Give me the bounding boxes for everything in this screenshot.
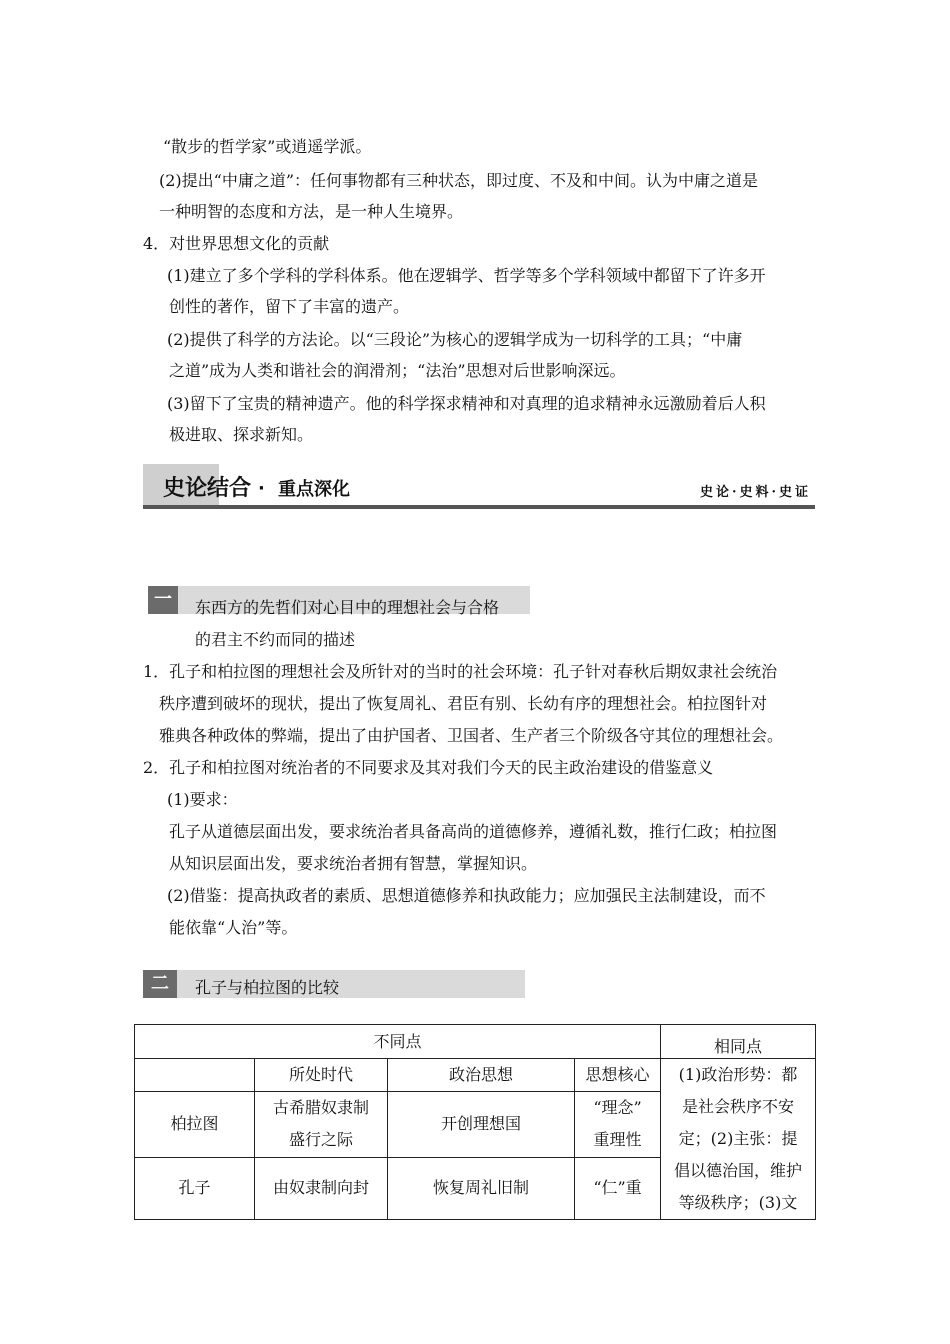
item-heading: 4．对世界思想文化的贡献 xyxy=(143,234,330,253)
banner-subtitle: 重点深化 xyxy=(278,479,350,500)
row-name: 柏拉图 xyxy=(135,1092,255,1157)
col-header-politics: 政治思想 xyxy=(388,1059,575,1092)
text-line: (2)借鉴：提高执政者的素质、思想道德修养和执政能力；应加强民主法制建设，而不 xyxy=(167,886,766,905)
col-header-core: 思想核心 xyxy=(575,1059,661,1092)
subsection-title-line: 东西方的先哲们对心目中的理想社会与合格 xyxy=(195,598,500,617)
text-line: 一种明智的态度和方法，是一种人生境界。 xyxy=(159,202,464,221)
row-name: 孔子 xyxy=(135,1157,255,1219)
text-line: (1)建立了多个学科的学科体系。他在逻辑学、哲学等多个学科领域中都留下了许多开 xyxy=(167,266,766,285)
core-cell xyxy=(575,1092,661,1157)
item-heading: 2．孔子和柏拉图对统治者的不同要求及其对我们今天的民主政治建设的借鉴意义 xyxy=(143,758,714,777)
banner-rule xyxy=(143,505,815,509)
corner-cell xyxy=(135,1059,255,1092)
text-line: 极进取、探求新知。 xyxy=(169,425,314,444)
banner-dot: · xyxy=(258,478,265,499)
era-cell: 由奴隶制向封 xyxy=(255,1157,388,1219)
section-banner xyxy=(143,464,815,509)
banner-title: 史论结合 xyxy=(163,476,252,501)
same-line: (1)政治形势：都 xyxy=(678,1065,798,1084)
text-line: 秩序遭到破坏的现状，提出了恢复周礼、君臣有别、长幼有序的理想社会。柏拉图针对 xyxy=(159,694,768,713)
diff-header: 不同点 xyxy=(135,1025,661,1059)
text-line: (2)提出“中庸之道”：任何事物都有三种状态，即过度、不及和中间。认为中庸之道是 xyxy=(159,171,759,190)
text-line: (2)提供了科学的方法论。以“三段论”为核心的逻辑学成为一切科学的工具；“中庸 xyxy=(167,330,743,349)
cell-line: “理念” xyxy=(593,1098,642,1118)
same-line: 倡以德治国，维护 xyxy=(673,1161,802,1180)
politics-cell: 开创理想国 xyxy=(388,1092,575,1157)
text-line: “散步的哲学家”或逍遥学派。 xyxy=(163,137,372,156)
text-line: 孔子从道德层面出发，要求统治者具备高尚的道德修养，遵循礼数，推行仁政；柏拉图 xyxy=(169,822,778,841)
text-line: 之道”成为人类和谐社会的润滑剂；“法治”思想对后世影响深远。 xyxy=(169,361,626,380)
cell-line: 古希腊奴隶制 xyxy=(272,1098,369,1118)
subsection-number: 二 xyxy=(143,970,177,998)
same-line: 是社会秩序不安 xyxy=(681,1097,794,1116)
subsection-title-line: 的君主不约而同的描述 xyxy=(195,630,356,649)
core-cell: “仁”重 xyxy=(575,1157,661,1219)
text-line: 雅典各种政体的弊端，提出了由护国者、卫国者、生产者三个阶级各守其位的理想社会。 xyxy=(159,726,784,745)
same-line: 等级秩序；(3)文 xyxy=(678,1193,798,1212)
politics-cell: 恢复周礼旧制 xyxy=(388,1157,575,1219)
col-header-era: 所处时代 xyxy=(255,1059,388,1092)
same-line: 定；(2)主张：提 xyxy=(678,1129,798,1148)
text-line: 从知识层面出发，要求统治者拥有智慧，掌握知识。 xyxy=(169,854,538,873)
same-header: 相同点 xyxy=(661,1025,816,1059)
text-line: (1)要求： xyxy=(167,790,238,809)
comparison-table xyxy=(134,1024,816,1220)
subsection-number: 一 xyxy=(148,586,178,614)
text-line: 创性的著作，留下了丰富的遗产。 xyxy=(169,297,410,316)
banner-tagline: 史论·史料·史证 xyxy=(699,485,811,500)
cell-line: 盛行之际 xyxy=(288,1130,353,1150)
subsection-title: 孔子与柏拉图的比较 xyxy=(195,978,340,997)
text-line: 1．孔子和柏拉图的理想社会及所针对的当时的社会环境：孔子针对春秋后期奴隶社会统治 xyxy=(143,662,778,681)
same-points-cell xyxy=(661,1059,816,1220)
text-line: 能依靠“人治”等。 xyxy=(169,918,298,937)
text-line: (3)留下了宝贵的精神遗产。他的科学探求精神和对真理的追求精神永远激励着后人积 xyxy=(167,394,766,413)
cell-line: 重理性 xyxy=(593,1130,642,1150)
era-cell xyxy=(255,1092,388,1157)
